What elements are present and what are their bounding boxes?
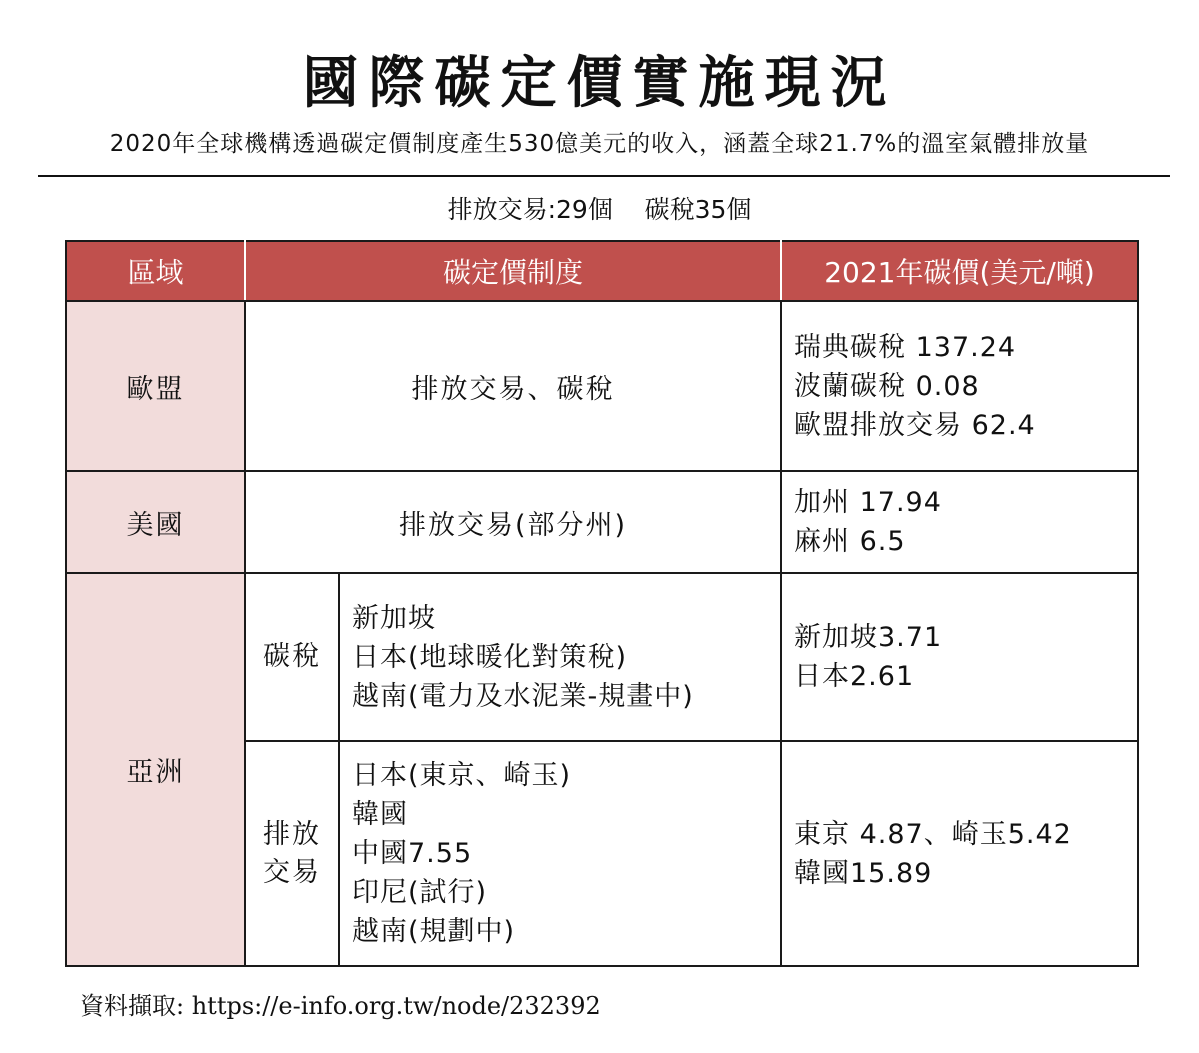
price-line: 加州 17.94 [794, 487, 942, 518]
list-item: 越南(電力及水泥業-規畫中) [352, 680, 694, 712]
price-line: 歐盟排放交易 62.4 [794, 409, 1036, 441]
system-cell-asia-tax [339, 573, 781, 741]
price-line: 東京 4.87、崎玉5.42 [794, 818, 1072, 850]
list-item: 越南(規劃中) [352, 916, 516, 947]
subtype-cell-tax: 碳稅 [245, 573, 339, 741]
price-line: 日本2.61 [794, 661, 915, 692]
header-price: 2021年碳價(美元/噸) [781, 241, 1138, 301]
subtype-cell-ets [245, 741, 339, 966]
system-cell-eu: 排放交易、碳稅 [245, 301, 781, 471]
table-row-us [66, 471, 1138, 573]
price-line: 麻州 6.5 [794, 526, 906, 557]
list-item: 日本(東京、崎玉) [352, 760, 572, 791]
header-system: 碳定價制度 [245, 241, 781, 301]
price-cell-eu [781, 301, 1138, 471]
page-subtitle: 2020年全球機構透過碳定價制度產生530億美元的收入，涵蓋全球21.7%的溫室氣體排放量 [109, 131, 1090, 157]
price-cell-us [781, 471, 1138, 573]
subtype-line: 排放 [263, 818, 321, 850]
list-item: 印尼(試行) [352, 877, 488, 908]
table-row-eu [66, 301, 1138, 471]
header-row [66, 241, 1138, 301]
page-title: 國際碳定價實施現況 [302, 51, 897, 116]
price-line: 波蘭碳稅 0.08 [794, 370, 980, 402]
divider [38, 175, 1170, 177]
subtype-line: 交易 [263, 856, 321, 888]
price-cell-asia-ets [781, 741, 1138, 966]
price-line: 瑞典碳稅 137.24 [794, 331, 1017, 363]
header-region: 區域 [66, 241, 245, 301]
list-item: 韓國 [352, 799, 408, 830]
price-line: 新加坡3.71 [794, 622, 943, 653]
system-cell-asia-ets [339, 741, 781, 966]
list-item: 中國7.55 [352, 838, 473, 869]
region-cell-eu: 歐盟 [66, 301, 245, 471]
table-row-asia-tax [66, 573, 1138, 741]
scheme-counts: 排放交易:29個 碳稅35個 [447, 195, 752, 224]
price-line: 韓國15.89 [794, 857, 933, 889]
source-note: 資料擷取: https://e-info.org.tw/node/232392 [80, 992, 601, 1020]
price-cell-asia-tax [781, 573, 1138, 741]
region-cell-asia: 亞洲 [66, 573, 245, 966]
list-item: 日本(地球暖化對策稅) [352, 641, 628, 673]
list-item: 新加坡 [352, 602, 436, 634]
region-cell-us: 美國 [66, 471, 245, 573]
carbon-pricing-table [65, 240, 1139, 967]
system-cell-us: 排放交易(部分州) [245, 471, 781, 573]
